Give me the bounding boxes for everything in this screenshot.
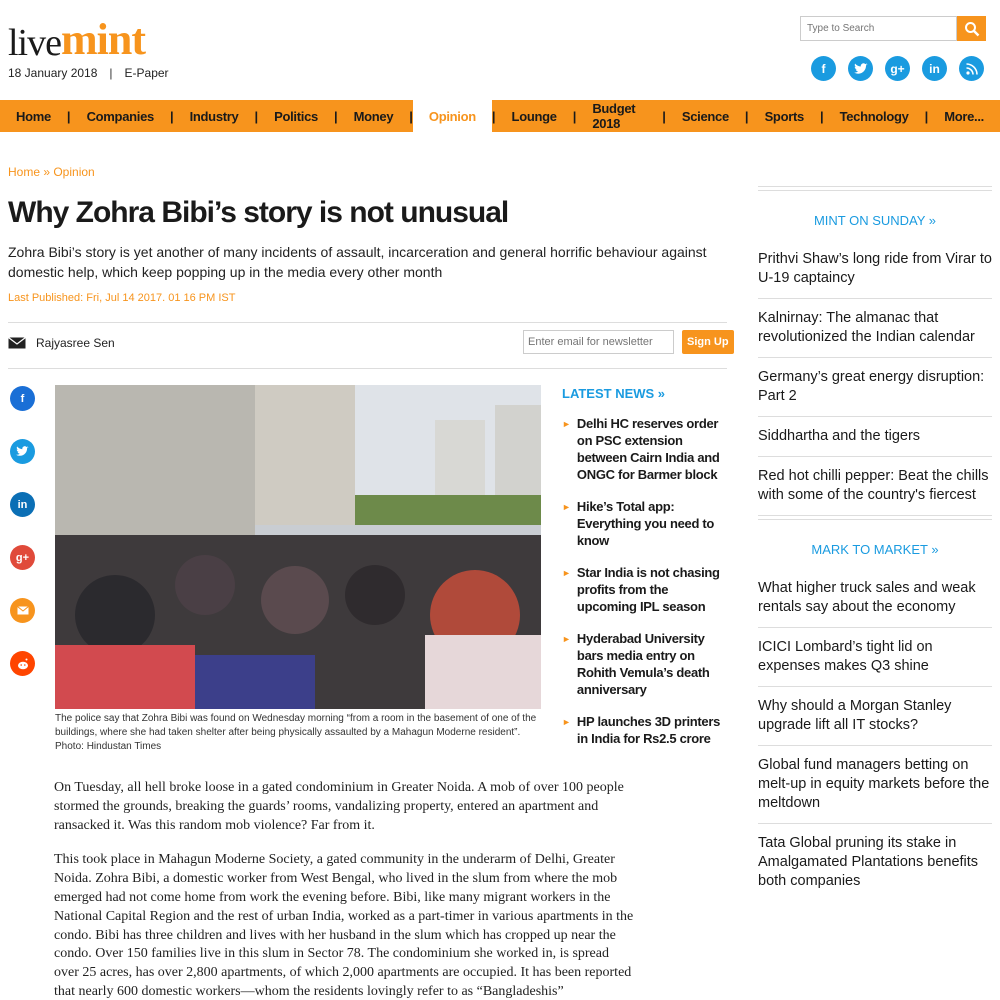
share-email-icon[interactable] xyxy=(10,598,35,623)
article-body xyxy=(54,779,634,1000)
newsletter-email-input[interactable] xyxy=(523,330,674,354)
sidebar-story[interactable]: Red hot chilli pepper: Beat the chills with some of the country's fiercest xyxy=(758,468,989,503)
signup-button[interactable]: Sign Up xyxy=(682,330,734,354)
site-header xyxy=(0,0,1000,100)
latest-news-heading[interactable]: LATEST NEWS » xyxy=(562,386,666,401)
search-icon xyxy=(964,21,980,37)
arrow-icon: ► xyxy=(562,568,571,578)
author-name[interactable]: Rajyasree Sen xyxy=(36,336,115,350)
nav-budget-2018[interactable]: Budget 2018 xyxy=(592,101,636,131)
sidebar-story[interactable]: ICICI Lombard’s tight lid on expenses makes Q3 shine xyxy=(758,628,992,687)
arrow-icon: ► xyxy=(562,634,571,644)
share-google-plus-icon[interactable]: g+ xyxy=(10,545,35,570)
sidebar-story[interactable]: What higher truck sales and weak rentals say about the economy xyxy=(758,569,992,628)
latest-news-item[interactable]: ► Star India is not chasing profits from the upcoming IPL season xyxy=(562,565,720,614)
sidebar-story[interactable]: Siddhartha and the tigers xyxy=(758,417,992,457)
twitter-icon[interactable] xyxy=(848,56,873,81)
article-title: Why Zohra Bibi’s story is not unusual xyxy=(8,196,509,229)
arrow-icon: ► xyxy=(562,502,571,512)
sidebar-story[interactable]: Tata Global pruning its stake in Amalgamated Plantations benefits both companies xyxy=(758,835,979,889)
sidebar-story[interactable]: Prithvi Shaw’s long ride from Virar to U-19 captaincy xyxy=(758,240,992,299)
dateline: 18 January 2018 | E-Paper xyxy=(8,66,169,80)
latest-news-item[interactable]: ► Hike’s Total app: Everything you need to know xyxy=(562,499,715,548)
share-facebook-icon[interactable]: f xyxy=(10,386,35,411)
newsletter-form xyxy=(523,330,734,354)
sidebar-story[interactable]: Global fund managers betting on melt-up in equity markets before the meltdown xyxy=(758,746,992,824)
breadcrumb[interactable]: Home » Opinion xyxy=(8,165,95,179)
divider xyxy=(8,322,727,323)
arrow-icon: ► xyxy=(562,419,571,429)
nav-home[interactable]: Home xyxy=(16,108,51,124)
search-box xyxy=(800,16,986,41)
photo-caption: The police say that Zohra Bibi was found on Wednesday morning “from a room in the basement of one of the buildings, where she had taken shelter after being physically assaulted by a Mahagun Moderne resident”. Photo: Hindustan Times xyxy=(55,713,537,752)
email-author-icon xyxy=(8,337,26,349)
facebook-icon[interactable]: f xyxy=(811,56,836,81)
livemint-logo[interactable]: live mint xyxy=(8,15,145,64)
nav-more[interactable]: More... xyxy=(944,108,984,124)
sidebar-story[interactable]: Kalnirnay: The almanac that revolutionized the Indian calendar xyxy=(758,299,992,358)
share-reddit-icon[interactable] xyxy=(10,651,35,676)
author-row xyxy=(8,336,115,350)
current-date: 18 January 2018 xyxy=(8,66,98,80)
nav-companies[interactable]: Companies xyxy=(86,108,154,124)
google-plus-icon[interactable]: g+ xyxy=(885,56,910,81)
nav-money[interactable]: Money xyxy=(353,108,394,124)
search-input[interactable] xyxy=(800,16,957,41)
latest-news-item[interactable]: ► HP launches 3D printers in India for Rs2.5 crore xyxy=(562,714,721,746)
nav-science[interactable]: Science xyxy=(681,108,729,124)
nav-technology[interactable]: Technology xyxy=(839,108,909,124)
nav-politics[interactable]: Politics xyxy=(274,108,318,124)
nav-lounge[interactable]: Lounge xyxy=(511,108,557,124)
share-bar xyxy=(10,386,35,676)
published-date: Last Published: Fri, Jul 14 2017. 01 16 PM IST xyxy=(8,292,236,304)
divider xyxy=(8,368,727,369)
mark-to-market-heading[interactable]: MARK TO MARKET » xyxy=(811,542,939,557)
rss-icon[interactable] xyxy=(959,56,984,81)
linkedin-icon[interactable]: in xyxy=(922,56,947,81)
sidebar-story[interactable]: Germany’s great energy disruption: Part 2 xyxy=(758,358,992,417)
epaper-link[interactable]: E-Paper xyxy=(124,66,169,80)
share-linkedin-icon[interactable]: in xyxy=(10,492,35,517)
social-links xyxy=(811,56,984,81)
nav-sports[interactable]: Sports xyxy=(764,108,804,124)
article-summary: Zohra Bibi’s story is yet another of many incidents of assault, incarceration and general horrific behaviour against domestic help, which keep popping up in the media every other month xyxy=(8,244,707,280)
nav-opinion[interactable]: Opinion xyxy=(413,100,492,132)
article-paragraph: This took place in Mahagun Moderne Society, a gated community in the underarm of Delhi, Greater Noida. Zohra Bibi, a domestic worker from West Bengal, who lived in the slum from where the mob emerged had not come home from work the evening before. Bibi, like many migrant workers in the National Capital Region and the rest of urban India, worked as a part-timer in various apartments in the condo. Bibi has three children and lives with her husband in the slum which has cropped up near the condo. Over 150 families live in this slum in Sector 78. The condominium she worked in, is spread over 25 acres, has over 2,800 apartments, of which 2,000 apartments are occupied. It has been reported that nearly 600 domestic workers—whom the residents lovingly refer to as “Bangladeshis” xyxy=(54,852,634,999)
latest-news xyxy=(562,386,728,762)
mint-on-sunday-heading[interactable]: MINT ON SUNDAY » xyxy=(813,213,937,228)
right-sidebar xyxy=(758,186,992,901)
sidebar-story[interactable]: Why should a Morgan Stanley upgrade lift all IT stocks? xyxy=(758,687,992,746)
main-nav: Home | Companies | Industry | Politics | Money | Opinion | Lounge | Budget 2018 | Science | Sports | Technology | More... xyxy=(0,100,1000,132)
search-button[interactable] xyxy=(957,16,986,41)
nav-industry[interactable]: Industry xyxy=(189,108,239,124)
article-photo xyxy=(55,385,541,709)
latest-news-item[interactable]: ► Delhi HC reserves order on PSC extension between Cairn India and ONGC for Barmer block xyxy=(562,416,720,482)
latest-news-item[interactable]: ► Hyderabad University bars media entry on Rohith Vemula’s death anniversary xyxy=(562,631,710,697)
arrow-icon: ► xyxy=(562,717,571,727)
share-twitter-icon[interactable] xyxy=(10,439,35,464)
article-paragraph: On Tuesday, all hell broke loose in a gated condominium in Greater Noida. A mob of over 100 people stormed the grounds, breaking the guards’ rooms, vandalizing property, entered an apartment and ransacked it. Was this random mob violence? Far from it. xyxy=(54,780,624,833)
